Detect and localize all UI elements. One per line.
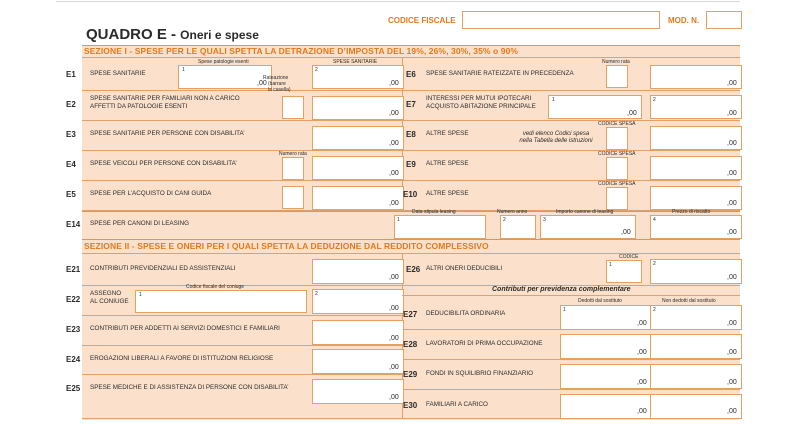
row-line <box>402 295 740 296</box>
row-code-e25: E25 <box>66 384 81 393</box>
rateazione-label: Rateazione <box>263 75 289 81</box>
field-number: 3 <box>543 217 546 223</box>
field-number: 2 <box>653 307 656 313</box>
amount-zero: ,00 <box>727 274 737 281</box>
codice-fiscale-label: CODICE FISCALE <box>388 16 456 25</box>
row-code-e6: E6 <box>406 70 416 79</box>
amount-zero: ,00 <box>389 274 399 281</box>
e4-numero-rata-input[interactable] <box>282 157 304 180</box>
row-label-e6: SPESE SANITARIE RATEIZZATE IN PRECEDENZA <box>426 70 574 77</box>
row-line <box>82 345 402 346</box>
amount-zero: ,00 <box>727 200 737 207</box>
row-label-e2: SPESE SANITARIE PER FAMILIARI NON A CARICO <box>90 95 240 102</box>
field-number: 1 <box>563 307 566 313</box>
section-2-heading: SEZIONE II - SPESE E ONERI PER I QUALI SPETTA LA DEDUZIONE DAL REDDITO COMPLESSIVO <box>84 241 489 251</box>
page-subtitle: Oneri e spese <box>180 28 259 42</box>
row-code-e2: E2 <box>66 100 76 109</box>
row-code-e28: E28 <box>403 340 418 349</box>
row-line <box>402 389 740 390</box>
row-label-e10: ALTRE SPESE <box>426 190 469 197</box>
amount-zero: ,00 <box>637 349 647 356</box>
row-code-e10: E10 <box>403 190 418 199</box>
cf-coniuge-label: Codice fiscale del coniuge <box>186 284 245 290</box>
row-code-e7: E7 <box>406 100 416 109</box>
row-label-e27: DEDUCIBILITA ORDINARIA <box>426 310 506 317</box>
amount-zero: ,00 <box>727 320 737 327</box>
data-stipula-label: Data stipula leasing <box>412 209 456 215</box>
row-label-e9: ALTRE SPESE <box>426 160 469 167</box>
amount-zero: ,00 <box>727 110 737 117</box>
numero-anno-label: Numero anno <box>497 209 528 215</box>
row-code-e26: E26 <box>406 265 421 274</box>
row-label-e3: SPESE SANITARIE PER PERSONE CON DISABILITA’ <box>90 130 245 137</box>
row-code-e23: E23 <box>66 325 81 334</box>
field-number: 1 <box>182 67 185 73</box>
codice-spesa-label: CODICE SPESA <box>598 121 636 127</box>
amount-zero: ,00 <box>389 335 399 342</box>
mod-number-input[interactable] <box>706 11 742 29</box>
amount-zero: ,00 <box>637 320 647 327</box>
row-line <box>82 57 740 58</box>
e2-rateazione-checkbox[interactable] <box>282 96 304 119</box>
row-label-e1: SPESE SANITARIE <box>90 70 146 77</box>
row-line <box>82 374 402 375</box>
row-label-e7: INTERESSI PER MUTUI IPOTECARI <box>426 95 532 102</box>
row-label-e22: ASSEGNO <box>90 290 122 297</box>
row-label-e22-line2: AL CONIUGE <box>90 298 129 305</box>
importo-canone-label: Importo canone di leasing <box>556 209 614 215</box>
casella-label: la casella) <box>268 87 291 93</box>
dedotti-label: Dedotti dal sostituto <box>578 298 622 304</box>
amount-zero: ,00 <box>627 110 637 117</box>
row-label-e30: FAMILIARI A CARICO <box>426 401 488 408</box>
row-label-e8: ALTRE SPESE <box>426 130 469 137</box>
amount-zero: ,00 <box>389 110 399 117</box>
row-line <box>402 359 740 360</box>
field-number: 2 <box>653 97 656 103</box>
row-line <box>82 150 740 151</box>
e8-codice-spesa-input[interactable] <box>606 127 628 150</box>
numero-rata-label: Numero rata <box>279 151 307 157</box>
row-label-e7-line2: ACQUISTO ABITAZIONE PRINCIPALE <box>426 103 536 110</box>
barrare-label: (barrare <box>268 81 286 87</box>
codice-spesa-label: CODICE SPESA <box>598 151 636 157</box>
field-number: 2 <box>503 217 506 223</box>
amount-zero: ,00 <box>637 408 647 415</box>
spese-sanitarie-col-label: SPESE SANITARIE <box>333 59 378 65</box>
row-label-e24: EROGAZIONI LIBERALI A FAVORE DI ISTITUZIONI RELIGIOSE <box>90 355 274 362</box>
numero-rata-label-e6: Numero rata <box>602 59 630 65</box>
amount-zero: ,00 <box>389 305 399 312</box>
amount-zero: ,00 <box>389 364 399 371</box>
row-code-e5: E5 <box>66 190 76 199</box>
field-number: 2 <box>315 67 318 73</box>
row-label-e21: CONTRIBUTI PREVIDENZIALI ED ASSISTENZIALI <box>90 265 236 272</box>
page-title: QUADRO E - Oneri e spese <box>86 26 259 43</box>
row-label-e29: FONDI IN SQUILIBRIO FINANZIARIO <box>426 370 534 377</box>
e14-data-stipula-input[interactable] <box>394 215 486 239</box>
previdenza-complementare-heading: Contributi per previdenza complementare <box>492 286 631 293</box>
row-line <box>82 180 740 181</box>
field-number: 1 <box>397 217 400 223</box>
row-code-e4: E4 <box>66 160 76 169</box>
row-code-e27: E27 <box>403 310 418 319</box>
row-code-e24: E24 <box>66 355 81 364</box>
row-code-e21: E21 <box>66 265 81 274</box>
section-1-heading: SEZIONE I - SPESE PER LE QUALI SPETTA LA DETRAZIONE D’IMPOSTA DEL 19%, 26%, 30%, 35% o 90% <box>84 46 519 56</box>
row-code-e14: E14 <box>66 220 81 229</box>
amount-zero: ,00 <box>727 170 737 177</box>
vedi-elenco-note: vedi elenco Codici spesa <box>522 131 590 137</box>
amount-zero: ,00 <box>389 394 399 401</box>
amount-zero: ,00 <box>727 140 737 147</box>
row-label-e28: LAVORATORI DI PRIMA OCCUPAZIONE <box>426 340 543 347</box>
amount-zero: ,00 <box>727 349 737 356</box>
e30-dedotti-input[interactable] <box>560 394 652 419</box>
amount-zero: ,00 <box>389 200 399 207</box>
row-label-e25: SPESE MEDICHE E DI ASSISTENZA DI PERSONE CON DISABILITA’ <box>90 384 289 391</box>
row-label-e4: SPESE VEICOLI PER PERSONE CON DISABILITA’ <box>90 160 237 167</box>
field-number: 1 <box>552 97 555 103</box>
amount-zero: ,00 <box>389 140 399 147</box>
amount-zero: ,00 <box>389 80 399 87</box>
row-code-e3: E3 <box>66 130 76 139</box>
amount-zero: ,00 <box>727 408 737 415</box>
row-label-e14: SPESE PER CANONI DI LEASING <box>90 220 190 227</box>
e5-rateazione-checkbox[interactable] <box>282 186 304 209</box>
row-code-e22: E22 <box>66 295 81 304</box>
field-number: 1 <box>609 262 612 268</box>
row-code-e1: E1 <box>66 70 76 79</box>
e22-cf-coniuge-input[interactable] <box>135 290 307 313</box>
row-line <box>82 253 740 254</box>
spese-patologie-label: Spese patologie esenti <box>198 59 249 65</box>
codice-spesa-label: CODICE SPESA <box>598 181 636 187</box>
non-dedotti-label: Non dedotti dal sostituto <box>662 298 716 304</box>
e6-numero-rata-input[interactable] <box>606 65 628 88</box>
prezzo-riscatto-label: Prezzo di riscatto <box>672 209 711 215</box>
row-code-e30: E30 <box>403 401 418 410</box>
row-code-e8: E8 <box>406 130 416 139</box>
codice-fiscale-input[interactable] <box>462 11 660 29</box>
row-code-e9: E9 <box>406 160 416 169</box>
e30-non-dedotti-input[interactable] <box>650 394 742 419</box>
top-rule <box>56 1 740 2</box>
row-code-e29: E29 <box>403 370 418 379</box>
amount-zero: ,00 <box>727 80 737 87</box>
row-label-e2-line2: AFFETTI DA PATOLOGIE ESENTI <box>90 103 188 110</box>
e10-codice-spesa-input[interactable] <box>606 187 628 210</box>
row-line <box>82 120 740 121</box>
mod-number-label: MOD. N. <box>668 16 700 25</box>
row-label-e26: ALTRI ONERI DEDUCIBILI <box>426 265 503 272</box>
field-number: 2 <box>653 261 656 267</box>
row-label-e23: CONTRIBUTI PER ADDETTI AI SERVIZI DOMESTICI E FAMILIARI <box>90 325 280 332</box>
field-number: 4 <box>653 217 656 223</box>
field-number: 1 <box>139 292 142 298</box>
row-line <box>82 315 402 316</box>
amount-zero: ,00 <box>637 379 647 386</box>
row-line <box>82 90 740 91</box>
field-number: 2 <box>315 291 318 297</box>
e9-codice-spesa-input[interactable] <box>606 157 628 180</box>
codice-label: CODICE <box>619 254 639 260</box>
amount-zero: ,00 <box>257 80 267 87</box>
amount-zero: ,00 <box>727 229 737 236</box>
row-label-e5: SPESE PER L’ACQUISTO DI CANI GUIDA <box>90 190 212 197</box>
tabella-istruzioni-note: nella Tabella delle istruzioni <box>519 138 593 144</box>
amount-zero: ,00 <box>621 229 631 236</box>
amount-zero: ,00 <box>727 379 737 386</box>
amount-zero: ,00 <box>389 170 399 177</box>
